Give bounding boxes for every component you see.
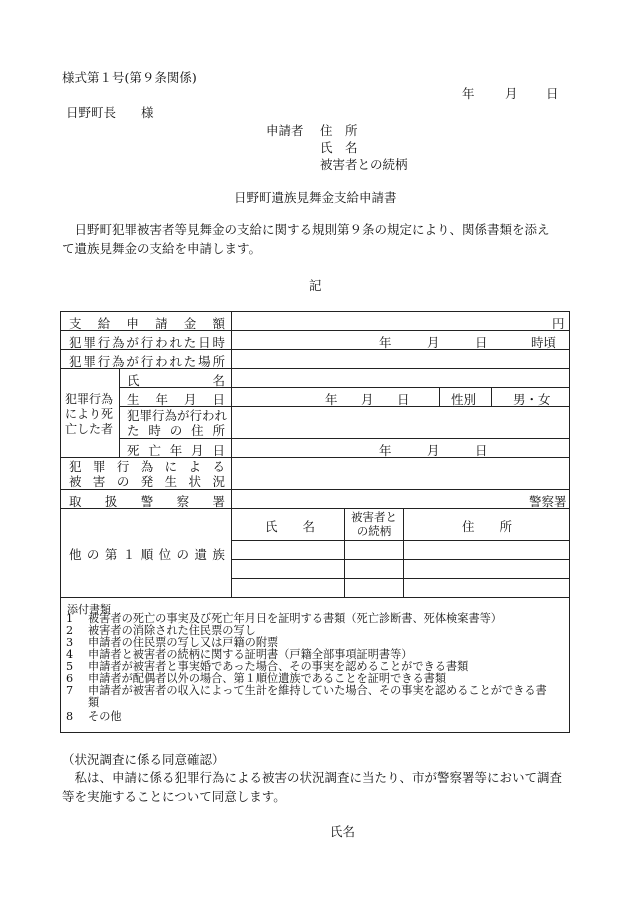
addressee: 日野町長 様 <box>66 105 154 120</box>
death-year: 年 <box>379 443 392 458</box>
consent-name-label: 氏名 <box>330 824 356 839</box>
document-title: 日野町遺族見舞金支給申請書 <box>234 190 397 205</box>
crime-place-label: 犯 罪 行 為 が 行 わ れ た 場 所 <box>69 354 225 369</box>
bereaved-col-name: 氏 名 <box>265 519 316 534</box>
bereaved-col-address: 住 所 <box>462 519 513 534</box>
attachment-item: 6 申請者が配偶者以外の場合、第１順位遺族であることを証明できる書類 <box>66 672 447 685</box>
bereaved-col-relation: 被害者と の続柄 <box>351 510 397 538</box>
applicant-name-label: 氏 名 <box>320 140 358 155</box>
victim-group-label: 犯罪行為 により死 亡した者 <box>65 392 114 436</box>
attachment-item: 3 申請者の住民票の写し又は戸籍の附票 <box>66 636 279 649</box>
crime-time: 時頃 <box>531 335 557 350</box>
damage-status-label: 犯 罪 行 為 に よ る 被 害 の 発 生 状 況 <box>69 459 225 489</box>
attachment-item: 5 申請者が被害者と事実婚であった場合、その事実を認めることができる書類 <box>66 660 469 673</box>
bereaved-label: 他 の 第 １ 順 位 の 遺 族 <box>69 547 225 562</box>
date-day: 日 <box>546 86 559 101</box>
victim-birth-label: 生 年 月 日 <box>127 392 225 407</box>
intro-paragraph: 日野町犯罪被害者等見舞金の支給に関する規則第９条の規定により、関係書類を添えて遺族見舞金の支給を申請します。 <box>62 222 550 256</box>
attachment-item: 1 被害者の死亡の事実及び死亡年月日を証明する書類（死亡診断書、死体検案書等） <box>66 612 502 625</box>
applicant-address-label: 住 所 <box>320 123 358 138</box>
sex-value: 男・女 <box>513 392 551 407</box>
birth-day: 日 <box>397 392 410 407</box>
attachment-item: 4 申請者と被害者の続柄に関する証明書（戸籍全部事項証明書等） <box>66 648 413 661</box>
victim-death-label: 死 亡 年 月 日 <box>127 443 225 458</box>
applicant-relation-label: 被害者との続柄 <box>320 157 408 172</box>
police-station-label: 取 扱 警 察 署 <box>69 494 225 509</box>
attachment-item: 2 被害者の消除された住民票の写し <box>66 624 256 637</box>
birth-month: 月 <box>361 392 374 407</box>
victim-residence-label: 犯罪行為が行われ た 時 の 住 所 <box>127 408 228 438</box>
attachment-item: 8 その他 <box>66 710 122 723</box>
victim-name-label: 氏 名 <box>127 373 225 388</box>
attachment-item: 類 <box>88 696 100 709</box>
amount-unit: 円 <box>552 316 565 331</box>
attachments-heading: 添付書類 <box>67 603 111 616</box>
applicant-label: 申請者 <box>266 123 304 138</box>
attachment-item: 7 申請者が被害者の収入によって生計を維持していた場合、その事実を認めることができる書 <box>66 684 547 697</box>
police-station-unit: 警察署 <box>529 494 567 509</box>
consent-body: 私は、申請に係る犯罪行為による被害の状況調査に当たり、市が警察署等において調査等を実施することについて同意します。 <box>62 770 563 804</box>
date-year: 年 <box>462 86 475 101</box>
form-number: 様式第１号(第９条関係) <box>62 70 197 85</box>
consent-heading: （状況調査に係る同意確認） <box>62 752 225 767</box>
date-month: 月 <box>505 86 518 101</box>
ki-mark: 記 <box>309 278 322 293</box>
death-month: 月 <box>427 443 440 458</box>
crime-day: 日 <box>475 335 488 350</box>
sex-label: 性別 <box>451 392 477 407</box>
crime-year: 年 <box>379 335 392 350</box>
death-day: 日 <box>475 443 488 458</box>
birth-year: 年 <box>325 392 338 407</box>
amount-label: 支 給 申 請 金 額 <box>69 316 225 331</box>
crime-datetime-label: 犯 罪 行 為 が 行 わ れ た 日 時 <box>69 335 225 350</box>
crime-month: 月 <box>427 335 440 350</box>
